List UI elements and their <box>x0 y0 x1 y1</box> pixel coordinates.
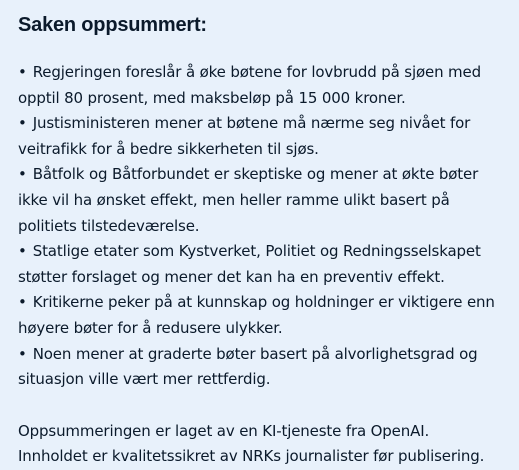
bullet-icon: • <box>18 242 27 261</box>
bullet-icon: • <box>18 63 27 81</box>
summary-bullet-item <box>18 290 497 341</box>
summary-bullet-item <box>18 342 497 393</box>
summary-bullet-text: Noen mener at graderte bøter basert på alvorlighetsgrad og situasjon ville vært mer rettferdig. <box>18 344 478 389</box>
summary-bullet-item <box>18 239 497 290</box>
bullet-icon: • <box>18 165 27 184</box>
summary-heading: Saken oppsummert: <box>18 14 207 36</box>
ai-disclaimer: Oppsummeringen er laget av en KI-tjeneste fra OpenAI. Innholdet er kvalitetssikret av NRKs journalister før publisering. <box>18 421 485 466</box>
summary-bullet-item <box>18 60 497 111</box>
summary-bullet-text: Regjeringen foreslår å øke bøtene for lovbrudd på sjøen med opptil 80 prosent, med maksbeløp på 15 000 kroner. <box>18 63 481 107</box>
summary-bullet-item <box>18 162 497 239</box>
summary-bullet-text: Båtfolk og Båtforbundet er skeptiske og mener at økte bøter ikke vil ha ønsket effekt, men heller ramme ulikt basert på politiets tilstedeværelse. <box>18 165 479 235</box>
summary-bullet-item <box>18 111 497 162</box>
bullet-icon: • <box>18 293 27 312</box>
summary-bullet-text: Statlige etater som Kystverket, Politiet og Redningsselskapet støtter forslaget og mener det kan ha en preventiv effekt. <box>18 242 481 286</box>
summary-bullet-list <box>18 60 497 393</box>
summary-bullet-text: Justisministeren mener at bøtene må nærme seg nivået for veitrafikk for å bedre sikkerheten til sjøs. <box>18 114 471 158</box>
bullet-icon: • <box>18 344 27 363</box>
bullet-icon: • <box>18 114 27 133</box>
summary-bullet-text: Kritikerne peker på at kunnskap og holdninger er viktigere enn høyere bøter for å redusere ulykker. <box>18 293 495 337</box>
